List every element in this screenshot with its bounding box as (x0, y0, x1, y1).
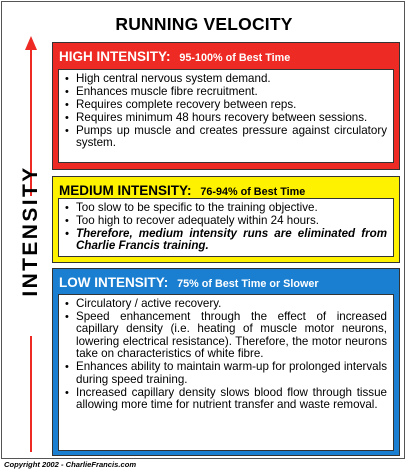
low-intensity-range: 75% of Best Time or Slower (177, 278, 319, 290)
list-item: • Too high to recover adequately within 24 hours. (65, 214, 319, 227)
low-intensity-title: LOW INTENSITY: (59, 275, 169, 290)
high-intensity-list-box (58, 69, 394, 163)
high-intensity-range: 95-100% of Best Time (179, 52, 291, 64)
low-intensity-list-box (58, 294, 394, 451)
bullet-icon: • (65, 86, 69, 98)
bullet-icon: • (65, 298, 69, 310)
intensity-axis-label: INTENSITY (19, 165, 42, 297)
medium-intensity-list-box (58, 198, 394, 257)
bullet-icon: • (65, 361, 69, 374)
high-intensity-header (59, 48, 290, 66)
bullet-icon: • (65, 311, 69, 323)
low-intensity-zone (52, 268, 400, 456)
list-item: • Requires minimum 48 hours recovery between sessions. (65, 111, 368, 124)
list-item: • Circulatory / active recovery. (65, 297, 222, 310)
medium-intensity-zone (52, 176, 400, 263)
list-item: • Requires complete recovery between reps. (65, 98, 297, 111)
medium-intensity-range: 76-94% of Best Time (200, 186, 306, 198)
list-item: • Therefore, medium intensity runs are eliminated from Charlie Francis training. (65, 227, 387, 253)
list-item: • Enhances muscle fibre recruitment. (65, 85, 258, 98)
high-intensity-title: HIGH INTENSITY: (59, 49, 171, 64)
bullet-icon: • (65, 125, 69, 137)
list-item: • Speed enhancement through the effect of increased capillary density (i.e. heating of muscle motor neurons, lowering electrical resistance). Therefore, the motor neurons take on characteristics of white fibre. (65, 310, 387, 361)
bullet-icon: • (65, 228, 69, 240)
list-item: • High central nervous system demand. (65, 72, 271, 85)
copyright-notice: Copyright 2002 - CharlieFrancis.com (4, 460, 137, 469)
list-item: • Increased capillary density slows blood flow through tissue allowing more time for nutrient transfer and waste removal. (65, 385, 387, 412)
bullet-icon: • (65, 386, 69, 399)
list-item: • Too slow to be specific to the training objective. (65, 201, 318, 214)
high-intensity-zone (52, 42, 400, 170)
bullet-icon: • (65, 215, 69, 227)
figure-title: RUNNING VELOCITY (115, 14, 293, 34)
bullet-icon: • (65, 99, 69, 111)
bullet-icon: • (65, 73, 69, 85)
list-item: • Enhances ability to maintain warm-up for prolonged intervals during speed training. (65, 360, 387, 386)
medium-intensity-title: MEDIUM INTENSITY: (59, 183, 192, 198)
list-item: • Pumps up muscle and creates pressure against circulatory system. (65, 124, 387, 150)
bullet-icon: • (65, 202, 69, 214)
bullet-icon: • (65, 112, 69, 124)
low-intensity-header (59, 274, 319, 292)
